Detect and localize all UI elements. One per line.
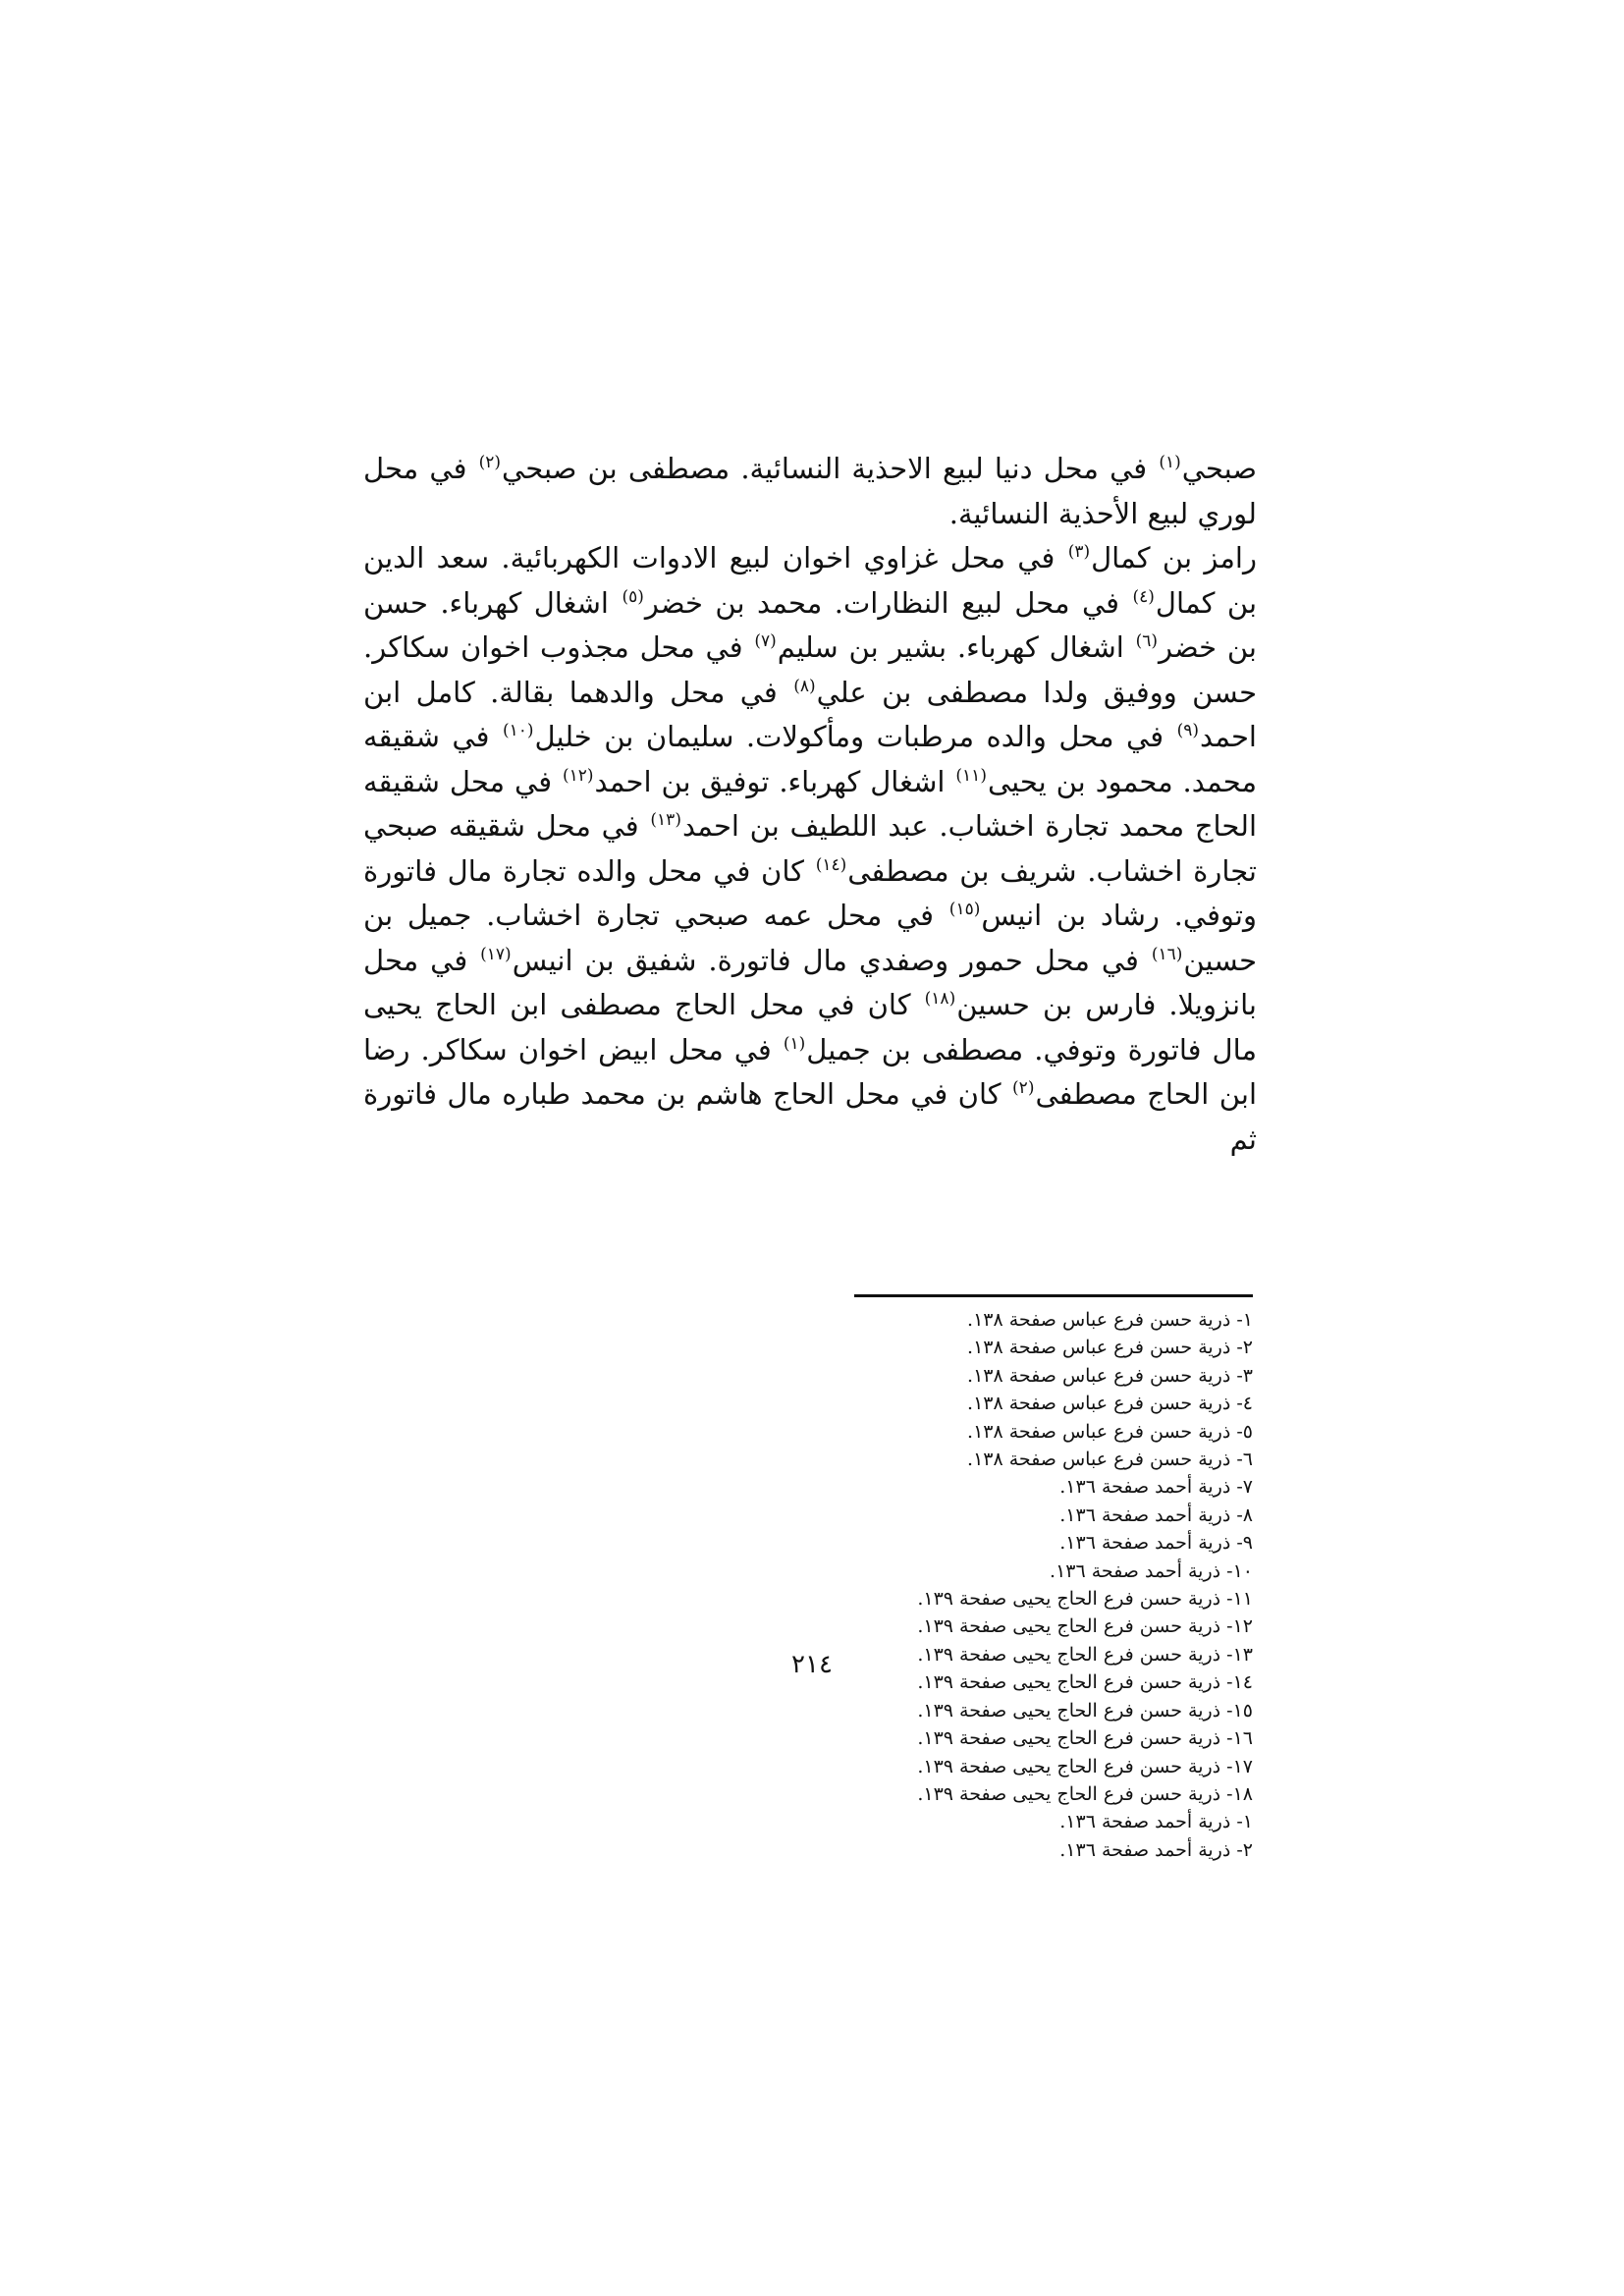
- footnote-item: ٣- ذرية حسن فرع عباس صفحة ١٣٨.: [967, 1364, 1253, 1387]
- footnote-item: ٧- ذرية أحمد صفحة ١٣٦.: [1059, 1476, 1253, 1499]
- footnote-item: ١٦- ذرية حسن فرع الحاج يحيى صفحة ١٣٩.: [917, 1727, 1253, 1750]
- footnote-item: ١٥- ذرية حسن فرع الحاج يحيى صفحة ١٣٩.: [917, 1699, 1253, 1722]
- page-number: ٢١٤: [791, 1650, 833, 1679]
- footnote-item: ٦- ذرية حسن فرع عباس صفحة ١٣٨.: [967, 1449, 1253, 1471]
- footnote-item: ١- ذرية أحمد صفحة ١٣٦.: [1059, 1811, 1253, 1833]
- footnote-item: ١٠- ذرية أحمد صفحة ١٣٦.: [1050, 1559, 1253, 1582]
- paragraph-2: رامز بن كمال$^{(٣)}$ في محل غزاوي اخوان لبيع الادوات الكهربائية. سعد الدين بن كمال$^{(٤)}$ في محل لبيع النظارات. محمد بن خضر$^{(٥)}$ اشغال كهرباء. حسن بن خضر$^{(٦)}$ اشغال كهرباء. بشير بن سليم$^{(٧)}$ في محل مجذوب اخوان سكاكر. حسن ووفيق ولدا مصطفى بن علي$^{(٨)}$ في محل والدهما بقالة. كامل ابن احمد$^{(٩)}$ في محل والده مرطبات ومأكولات. سليمان بن خليل$^{(١٠)}$ في شقيقه محمد. محمود بن يحيى$^{(١١)}$ اشغال كهرباء. توفيق بن احمد$^{(١٢)}$ في محل شقيقه الحاج محمد تجارة اخشاب. عبد اللطيف بن احمد$^{(١٣)}$ في محل شقيقه صبحي تجارة اخشاب. شريف بن مصطفى$^{(١٤)}$ كان في محل والده تجارة مال فاتورة وتوفي. رشاد بن انيس$^{(١٥)}$ في محل عمه صبحي تجارة اخشاب. جميل بن حسين$^{(١٦)}$ في محل حمور وصفدي مال فاتورة. شفيق بن انيس$^{(١٧)}$ في محل بانزويلا. فارس بن حسين$^{(١٨)}$ كان في محل الحاج مصطفى ابن الحاج يحيى مال فاتورة وتوفي. مصطفى بن جميل$^{(١)}$ في محل ابيض اخوان سكاكر. رضا ابن الحاج مصطفى$^{(٢)}$ كان في محل الحاج هاشم بن محمد طباره مال فاتورة ثم: [363, 541, 1258, 1156]
- footnote-item: ١٣- ذرية حسن فرع الحاج يحيى صفحة ١٣٩.: [917, 1643, 1253, 1666]
- paragraph-1: صبحي$^{(١)}$ في محل دنيا لبيع الاحذية النسائية. مصطفى بن صبحي$^{(٢)}$ في محل لوري لبيع الأحذية النسائية.: [363, 452, 1258, 530]
- footnote-item: ٤- ذرية حسن فرع عباس صفحة ١٣٨.: [967, 1393, 1253, 1415]
- body-text: [363, 447, 1257, 1162]
- footnote-item: ٩- ذرية أحمد صفحة ١٣٦.: [1059, 1532, 1253, 1555]
- footnote-item: ٢- ذرية أحمد صفحة ١٣٦.: [1059, 1838, 1253, 1861]
- footnote-item: ١٨- ذرية حسن فرع الحاج يحيى صفحة ١٣٩.: [917, 1782, 1253, 1805]
- footnote-item: ١٢- ذرية حسن فرع الحاج يحيى صفحة ١٣٩.: [917, 1615, 1253, 1638]
- footnotes-list: [746, 1306, 1253, 1864]
- footnote-item: ٥- ذرية حسن فرع عباس صفحة ١٣٨.: [967, 1420, 1253, 1443]
- footnote-separator: [854, 1294, 1253, 1297]
- footnote-item: ١٧- ذرية حسن فرع الحاج يحيى صفحة ١٣٩.: [917, 1755, 1253, 1777]
- footnote-item: ٨- ذرية أحمد صفحة ١٣٦.: [1059, 1503, 1253, 1526]
- footnote-item: ١١- ذرية حسن فرع الحاج يحيى صفحة ١٣٩.: [917, 1588, 1253, 1611]
- footnote-item: ٢- ذرية حسن فرع عباس صفحة ١٣٨.: [967, 1337, 1253, 1359]
- footnote-item: ١٤- ذرية حسن فرع الحاج يحيى صفحة ١٣٩.: [917, 1671, 1253, 1694]
- footnote-item: ١- ذرية حسن فرع عباس صفحة ١٣٨.: [967, 1309, 1253, 1331]
